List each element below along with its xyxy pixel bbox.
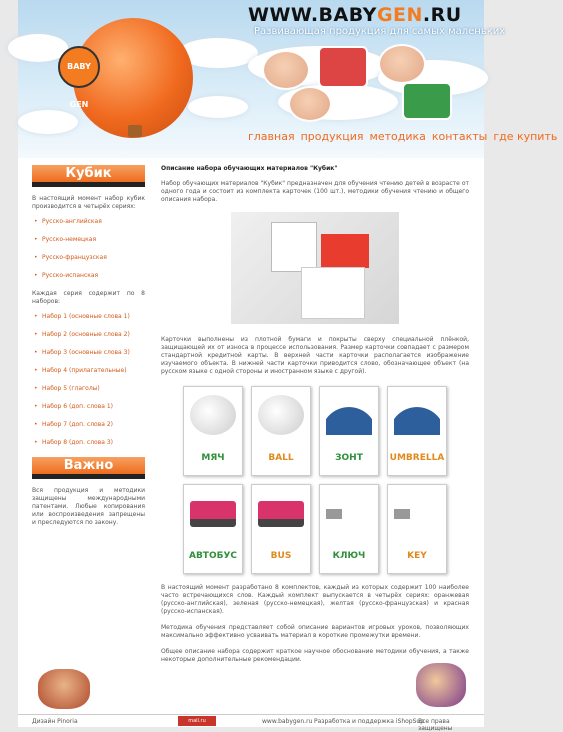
set-link[interactable]: • Набор 3 (основные слова 3) [42,349,145,357]
left-column [32,165,145,534]
set-link[interactable]: • Набор 5 (глаголы) [42,385,145,393]
description-p2: Карточки выполнены из плотной бумаги и покрыты сверху специальной плёнкой, защищающей их от износа в процессе использования. Размер карточки совпадает с размером стандартной кредитной карты. В верхней части карточки располагается изображение изучаемого объекта. В нижней части карточки приводится слово, обозначающее объект (на русском языке с одной стороны и иностранном языке с другой). [161,336,469,375]
header-banner [18,0,558,158]
nav-home[interactable]: главная [248,130,295,143]
baby-photo [378,44,426,84]
word-card: UMBRELLA [387,386,447,476]
main-nav [248,130,563,143]
kids-photo [38,669,90,709]
word-card: ЗОНТ [319,386,379,476]
nav-products[interactable]: продукция [300,130,364,143]
word-card: BALL [251,386,311,476]
footer-rights: Все права защищены [418,718,453,732]
kids-reading-photo [416,663,466,707]
main-column [161,165,469,672]
set-link[interactable]: • Набор 1 (основные слова 1) [42,313,145,321]
nav-method[interactable]: методика [369,130,426,143]
baby-photo [262,50,310,90]
nav-contacts[interactable]: контакты [431,130,488,143]
kubik-heading: Кубик [32,165,145,187]
page [18,0,558,732]
set-link[interactable]: • Набор 7 (доп. слова 2) [42,421,145,429]
series-list [32,218,145,280]
nav-where-to-buy[interactable]: где купить [493,130,558,143]
word-card: BUS [251,484,311,574]
set-link[interactable]: • Набор 8 (доп. слова 3) [42,439,145,447]
description-p3: В настоящий момент разработано 8 комплектов, каждый из которых содержит 100 наиболее часто встречающихся слов. Каждый комплект выпускается в четырёх сериях: оранжевая (русско-английская), зеленая (русско-немецкая), желтая (русско-французская) и красная (русско-испанская). [161,584,469,615]
set-link[interactable]: • Набор 2 (основные слова 2) [42,331,145,339]
site-logo[interactable]: BABY GEN [58,46,100,88]
sets-list [32,313,145,447]
series-intro: В настоящий момент набор кубик производится в четырёх сериях: [32,195,145,210]
baby-photo [402,82,452,120]
design-credit[interactable]: Дизайн Pinoria [32,718,78,725]
footer-site-link[interactable]: www.babygen.ru [262,718,313,725]
vazhno-text: Вся продукция и методики защищены международными патентами. Любые копирования или воспроизведения запрещены и преследуются по закону. [32,487,145,526]
word-card: KEY [387,484,447,574]
site-title[interactable]: WWW.BABYGEN.RU [248,4,462,26]
description-p1: Набор обучающих материалов "Кубик" предназначен для обучения чтению детей в возрасте от одного года и состоит из комплекта карточек (100 шт.), методики обучения чтению и общего описания набора. [161,180,469,203]
kit-photo [231,212,399,324]
key-icon [394,509,440,519]
description-p5: Общее описание набора содержит краткое научное обоснование методики обучения, а также некоторые дополнительные рекомендации. [161,648,469,663]
description-heading: Описание набора обучающих материалов "Кубик" [161,165,338,172]
bus-icon [190,501,236,527]
cards-grid [161,386,469,574]
site-subtitle: Развивающая продукция для самых маленьких [254,26,506,37]
umbrella-icon [326,395,372,435]
description-p4: Методика обучения представляет собой описание вариантов игровых уроков, позволяющих максимально эффективно усваивать материал в короткие промежутки времени. [161,624,469,639]
series-link[interactable]: • Русско-немецкая [42,236,145,244]
footer-dev-link[interactable]: Разработка и поддержка iShopSup [314,718,425,725]
ball-icon [190,395,236,435]
umbrella-icon [394,395,440,435]
footer [18,714,484,732]
vazhno-heading: Важно [32,457,145,479]
series-link[interactable]: • Русско-английская [42,218,145,226]
series-link[interactable]: • Русско-французская [42,254,145,262]
word-card: МЯЧ [183,386,243,476]
counter-badge[interactable]: mail.ru [178,716,216,726]
word-card: АВТОБУС [183,484,243,574]
set-link[interactable]: • Набор 4 (прилагательные) [42,367,145,375]
series-link[interactable]: • Русско-испанская [42,272,145,280]
word-card: КЛЮЧ [319,484,379,574]
ball-icon [258,395,304,435]
balloon-basket [128,125,142,137]
sets-intro: Каждая серия содержит по 8 наборов: [32,290,145,305]
key-icon [326,509,372,519]
bus-icon [258,501,304,527]
baby-photo [318,46,368,88]
baby-photo [288,86,332,122]
set-link[interactable]: • Набор 6 (доп. слова 1) [42,403,145,411]
